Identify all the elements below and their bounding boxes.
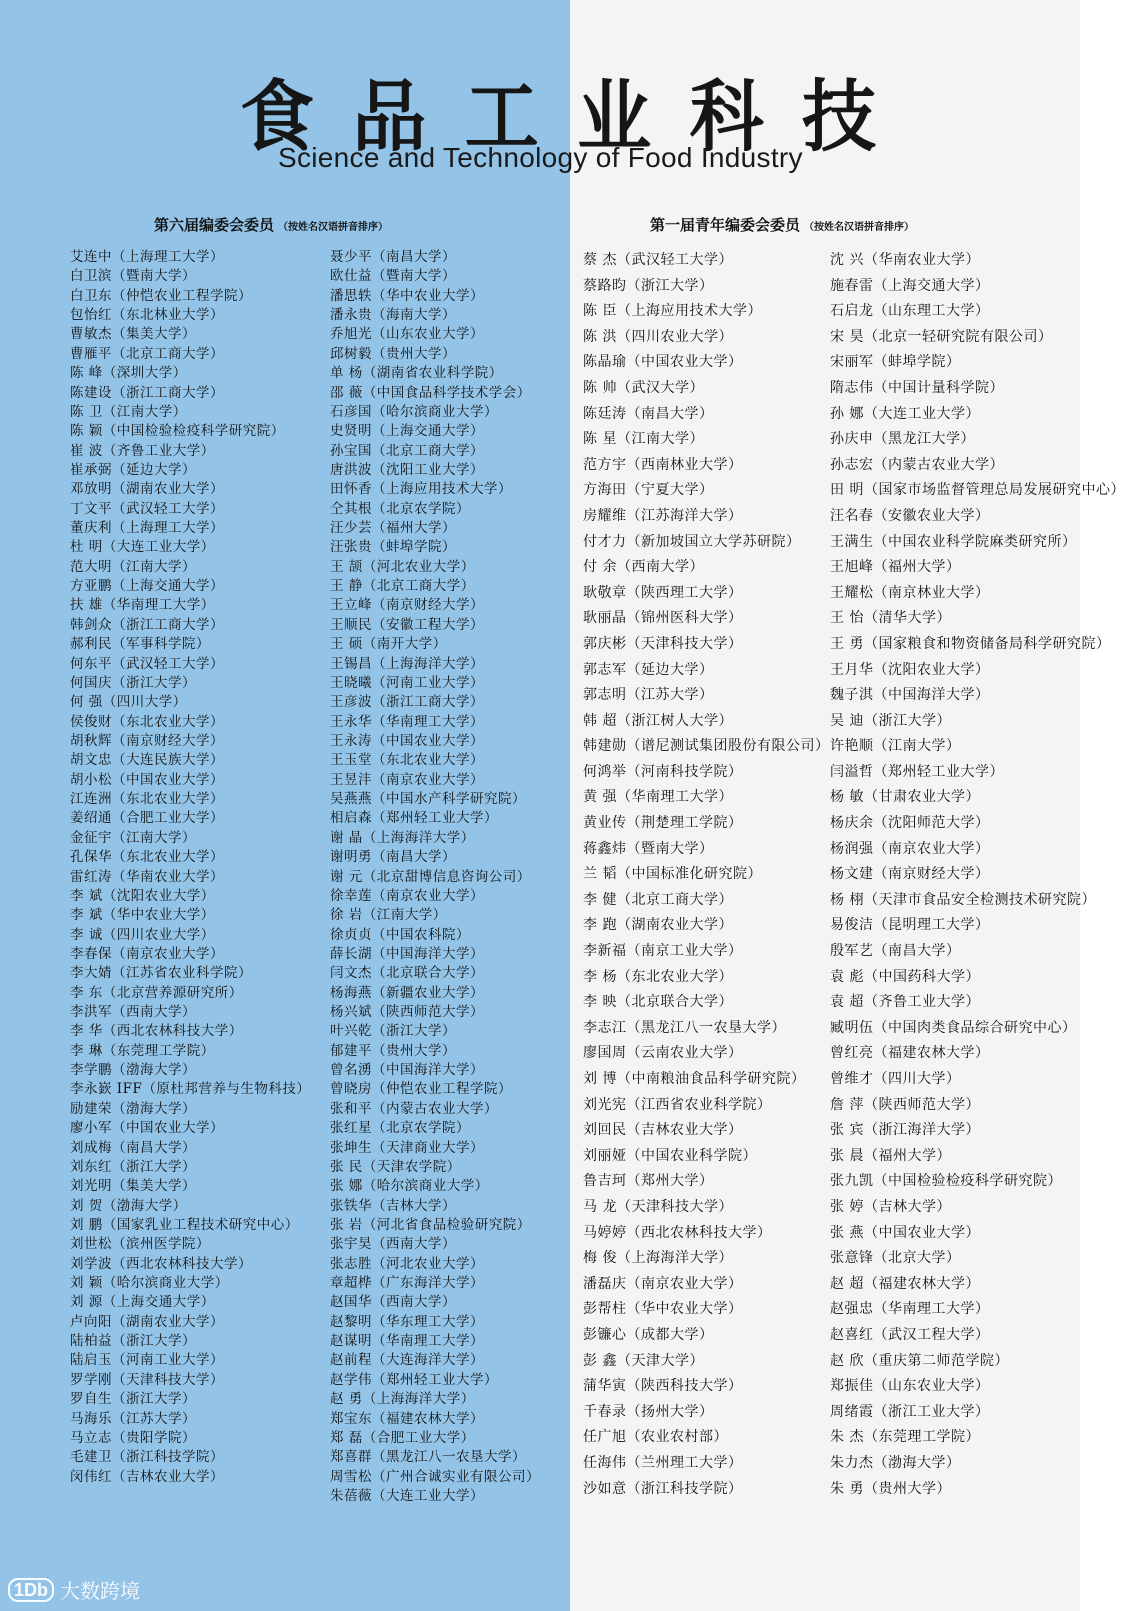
member-entry: 聂少平（南昌大学） xyxy=(330,249,456,265)
member-entry: 罗学刚（天津科技大学） xyxy=(70,1371,224,1388)
member-entry: 赵强忠（华南理工大学） xyxy=(830,1301,990,1318)
member-entry: 房耀维（江苏海洋大学） xyxy=(583,507,743,524)
member-entry: 赵 超（福建农林大学） xyxy=(830,1275,980,1292)
member-entry: 沙如意（浙江科技学院） xyxy=(583,1480,743,1497)
member-entry: 王昱沣（南京农业大学） xyxy=(330,771,484,788)
member-entry: 张坤生（天津商业大学） xyxy=(330,1139,484,1156)
member-entry: 欧仕益（暨南大学） xyxy=(330,268,456,285)
member-entry: 赵黎明（华东理工大学） xyxy=(330,1313,484,1330)
member-entry: 许艳顺（江南大学） xyxy=(830,738,961,755)
member-entry: 郭志军（延边大学） xyxy=(583,661,714,678)
member-entry: 刘成梅（南昌大学） xyxy=(70,1139,196,1156)
member-entry: 薛长湖（中国海洋大学） xyxy=(330,945,484,962)
member-entry: 王 勇（国家粮食和物资储备局科学研究院） xyxy=(830,635,1111,652)
member-entry: 张 婷（吉林大学） xyxy=(830,1198,951,1215)
member-entry: 彭帮柱（华中农业大学） xyxy=(583,1301,743,1318)
member-entry: 刘回民（吉林农业大学） xyxy=(583,1122,743,1139)
member-entry: 丁文平（武汉轻工大学） xyxy=(70,500,224,517)
member-entry: 王 颉（河北农业大学） xyxy=(330,558,475,575)
member-entry: 胡小松（中国农业大学） xyxy=(70,771,224,788)
member-entry: 徐贞贞（中国农科院） xyxy=(330,926,470,943)
member-entry: 李春保（南京农业大学） xyxy=(70,945,224,962)
member-entry: 陆柏益（浙江大学） xyxy=(70,1333,196,1350)
member-entry: 陈 臣（上海应用技术大学） xyxy=(583,303,762,320)
member-entry: 郝利民（军事科学院） xyxy=(70,636,210,653)
member-entry: 廖小军（中国农业大学） xyxy=(70,1120,224,1137)
member-entry: 单 杨（湖南省农业科学院） xyxy=(330,365,503,382)
member-entry: 郭志明（江苏大学） xyxy=(583,687,714,704)
member-entry: 梅 俊（上海海洋大学） xyxy=(583,1250,733,1267)
member-entry: 郑喜群（黑龙江八一农垦大学） xyxy=(330,1449,526,1466)
title-char: 工 xyxy=(464,72,543,163)
member-entry: 何鸿举（河南科技学院） xyxy=(583,763,743,780)
member-entry: 章超桦（广东海洋大学） xyxy=(330,1275,484,1292)
watermark-text: 大数跨境 xyxy=(60,1579,141,1603)
member-entry: 朱 勇（贵州大学） xyxy=(830,1480,951,1497)
member-entry: 刘东红（浙江大学） xyxy=(70,1158,196,1175)
member-entry: 杜 明（大连工业大学） xyxy=(70,539,215,556)
member-entry: 陈 颖（中国检验检疫科学研究院） xyxy=(70,423,285,440)
member-entry: 石彦国（哈尔滨商业大学） xyxy=(330,403,498,420)
member-entry: 罗自生（浙江大学） xyxy=(70,1391,196,1408)
member-entry: 蔡路昀（浙江大学） xyxy=(583,277,714,294)
member-entry: 张铁华（吉林大学） xyxy=(330,1197,456,1214)
member-entry: 李志江（黑龙江八一农垦大学） xyxy=(583,1019,786,1036)
member-entry: 孙 娜（大连工业大学） xyxy=(830,405,980,422)
member-entry: 韩剑众（浙江工商大学） xyxy=(70,616,224,633)
member-entry: 石启龙（山东理工大学） xyxy=(830,303,990,320)
member-entry: 杨兴斌（陕西师范大学） xyxy=(330,1004,484,1021)
member-entry: 刘 博（中南粮油食品科学研究院） xyxy=(583,1071,806,1087)
member-entry: 何东平（武汉轻工大学） xyxy=(70,655,224,672)
member-entry: 马立志（贵阳学院） xyxy=(70,1429,196,1446)
member-entry: 赵 勇（上海海洋大学） xyxy=(330,1391,475,1408)
member-entry: 何国庆（浙江大学） xyxy=(70,674,196,691)
member-entry: 沈 兴（华南农业大学） xyxy=(830,252,980,268)
member-entry: 马婷婷（西北农林科技大学） xyxy=(583,1224,772,1241)
member-entry: 闵伟红（吉林农业大学） xyxy=(70,1468,224,1485)
member-entry: 袁 超（齐鲁工业大学） xyxy=(830,994,980,1011)
member-entry: 陈 星（江南大学） xyxy=(583,431,704,448)
member-entry: 韩 超（浙江树人大学） xyxy=(583,712,733,729)
member-entry: 王彦波（浙江工商大学） xyxy=(330,694,484,711)
member-entry: 王 怡（清华大学） xyxy=(830,610,951,627)
member-entry: 曾名湧（中国海洋大学） xyxy=(330,1062,484,1079)
member-entry: 王 硕（南开大学） xyxy=(330,636,447,653)
member-entry: 刘 鹏（国家乳业工程技术研究中心） xyxy=(70,1216,299,1233)
member-entry: 卢向阳（湖南农业大学） xyxy=(70,1313,224,1330)
member-entry: 王顺民（安徽工程大学） xyxy=(330,616,484,633)
member-entry: 田 明（国家市场监督管理总局发展研究中心） xyxy=(830,482,1125,499)
member-entry: 詹 萍（陕西师范大学） xyxy=(830,1096,980,1113)
member-entry: 蒲华寅（陕西科技大学） xyxy=(583,1378,743,1395)
member-entry: 仝其根（北京农学院） xyxy=(330,500,470,517)
watermark xyxy=(8,1575,140,1604)
member-entry: 张志胜（河北农业大学） xyxy=(330,1255,484,1272)
member-entry: 王满生（中国农业科学院麻类研究所） xyxy=(830,533,1077,550)
member-entry: 扶 雄（华南理工大学） xyxy=(70,597,215,614)
member-entry: 廖国周（云南农业大学） xyxy=(583,1045,743,1062)
member-entry: 崔承弼（延边大学） xyxy=(70,461,196,478)
member-entry: 毛建卫（浙江科技学院） xyxy=(70,1449,224,1466)
member-entry: 徐 岩（江南大学） xyxy=(330,907,447,924)
member-entry: 隋志伟（中国计量科学院） xyxy=(830,379,1004,396)
member-entry: 黄业传（荆楚理工学院） xyxy=(583,815,743,832)
member-entry: 付 余（西南大学） xyxy=(583,559,704,576)
member-entry: 田怀香（上海应用技术大学） xyxy=(330,481,512,498)
member-entry: 刘 贺（渤海大学） xyxy=(70,1197,187,1214)
member-entry: 郑宝东（福建农林大学） xyxy=(330,1410,484,1427)
member-entry: 吴燕燕（中国水产科学研究院） xyxy=(330,791,526,808)
member-entry: 任广旭（农业农村部） xyxy=(583,1429,728,1446)
member-entry: 陆启玉（河南工业大学） xyxy=(70,1352,224,1369)
journal-title-en: Science and Technology of Food Industry xyxy=(278,142,803,173)
member-entry: 黄 强（华南理工大学） xyxy=(583,789,733,806)
member-entry: 郑 磊（合肥工业大学） xyxy=(330,1429,475,1446)
member-entry: 汪少芸（福州大学） xyxy=(330,520,456,537)
young-editor-list-column-2 xyxy=(830,248,1125,1502)
member-entry: 汪名春（安徽农业大学） xyxy=(830,507,990,524)
member-entry: 励建荣（渤海大学） xyxy=(70,1100,196,1117)
member-entry: 董庆利（上海理工大学） xyxy=(70,520,224,537)
member-entry: 刘丽娅（中国农业科学院） xyxy=(583,1147,757,1164)
member-entry: 李洪军（西南大学） xyxy=(70,1004,196,1021)
right-section-note: （按姓名汉语拼音排序） xyxy=(804,222,915,233)
member-entry: 张红星（北京农学院） xyxy=(330,1120,470,1137)
member-entry: 王 静（北京工商大学） xyxy=(330,578,475,595)
member-entry: 刘世松（滨州医学院） xyxy=(70,1236,210,1253)
title-char: 食 xyxy=(240,72,318,163)
member-entry: 杨 栩（天津市食品安全检测技术研究院） xyxy=(830,891,1096,908)
member-entry: 唐洪波（沈阳工业大学） xyxy=(330,461,484,478)
member-entry: 潘思轶（华中农业大学） xyxy=(330,287,484,304)
member-entry: 邓放明（湖南农业大学） xyxy=(70,481,224,498)
member-entry: 叶兴乾（浙江大学） xyxy=(330,1023,456,1040)
member-entry: 马海乐（江苏大学） xyxy=(70,1410,196,1427)
member-entry: 汪张贵（蚌埠学院） xyxy=(330,539,456,556)
member-entry: 杨润强（南京农业大学） xyxy=(830,840,990,857)
member-entry: 朱 杰（东莞理工学院） xyxy=(830,1429,980,1446)
member-entry: 谢 元（北京甜博信息咨询公司） xyxy=(330,868,531,885)
title-char: 品 xyxy=(352,72,431,163)
member-entry: 耿丽晶（锦州医科大学） xyxy=(583,610,743,627)
member-entry: 殷军艺（南昌大学） xyxy=(830,943,961,960)
member-entry: 潘磊庆（南京农业大学） xyxy=(583,1275,743,1292)
title-char: 科 xyxy=(689,72,768,163)
member-entry: 蒋鑫炜（暨南大学） xyxy=(583,840,714,857)
member-entry: 朱力杰（渤海大学） xyxy=(830,1454,961,1471)
member-entry: 包怡红（东北林业大学） xyxy=(70,307,224,324)
member-entry: 张 晨（福州大学） xyxy=(830,1147,951,1164)
member-entry: 方海田（宁夏大学） xyxy=(583,482,714,499)
member-entry: 宋丽军（蚌埠学院） xyxy=(830,354,961,371)
editor-list-column-2 xyxy=(330,248,540,1506)
member-entry: 赵 欣（重庆第二师范学院） xyxy=(830,1352,1009,1369)
member-entry: 韩建勋（谱尼测试集团股份有限公司） xyxy=(583,738,830,755)
member-entry: 李 斌（沈阳农业大学） xyxy=(70,887,215,904)
left-section-title xyxy=(154,214,388,235)
member-entry: 孔保华（东北农业大学） xyxy=(70,849,224,866)
member-entry: 张 民（天津农学院） xyxy=(330,1158,461,1175)
member-entry: 胡秋辉（南京财经大学） xyxy=(70,732,224,749)
member-entry: 王锡昌（上海海洋大学） xyxy=(330,655,484,672)
member-entry: 王立峰（南京财经大学） xyxy=(330,597,484,614)
member-entry: 王月华（沈阳农业大学） xyxy=(830,661,990,678)
member-entry: 陈 卫（江南大学） xyxy=(70,403,187,420)
member-entry: 闫溢哲（郑州轻工业大学） xyxy=(830,763,1004,780)
member-entry: 范方宇（西南林业大学） xyxy=(583,456,743,473)
member-entry: 赵学伟（郑州轻工业大学） xyxy=(330,1371,498,1388)
member-entry: 李 华（西北农林科技大学） xyxy=(70,1023,243,1040)
member-entry: 杨海燕（新疆农业大学） xyxy=(330,984,484,1001)
member-entry: 宋 昊（北京一轻研究院有限公司） xyxy=(830,328,1053,345)
member-entry: 刘光宪（江西省农业科学院） xyxy=(583,1096,772,1113)
member-entry: 施春雷（上海交通大学） xyxy=(830,277,990,294)
member-entry: 李 东（北京营养源研究所） xyxy=(70,984,243,1001)
member-entry: 王永涛（中国农业大学） xyxy=(330,732,484,749)
member-entry: 兰 韬（中国标准化研究院） xyxy=(583,866,762,883)
member-entry: 李 斌（华中农业大学） xyxy=(70,907,215,924)
member-entry: 侯俊财（东北农业大学） xyxy=(70,713,224,730)
member-entry: 李 健（北京工商大学） xyxy=(583,891,733,908)
member-entry: 刘光明（集美大学） xyxy=(70,1178,196,1195)
member-entry: 彭镰心（成都大学） xyxy=(583,1326,714,1343)
member-entry: 相启森（郑州轻工业大学） xyxy=(330,810,498,827)
right-section-title xyxy=(650,214,914,235)
member-entry: 李新福（南京工业大学） xyxy=(583,943,743,960)
member-entry: 闫文杰（北京联合大学） xyxy=(330,965,484,982)
member-entry: 胡文忠（大连民族大学） xyxy=(70,752,224,769)
member-entry: 谢明勇（南昌大学） xyxy=(330,849,456,866)
member-entry: 周雪松（广州合诚实业有限公司） xyxy=(330,1468,540,1485)
member-entry: 王旭峰（福州大学） xyxy=(830,559,961,576)
member-entry: 孙宝国（北京工商大学） xyxy=(330,442,484,459)
member-entry: 徐幸莲（南京农业大学） xyxy=(330,887,484,904)
member-entry: 千春录（扬州大学） xyxy=(583,1403,714,1420)
member-entry: 耿敬章（陕西理工大学） xyxy=(583,584,743,601)
member-entry: 邵 薇（中国食品科学技术学会） xyxy=(330,384,531,401)
member-entry: 任海伟（兰州理工大学） xyxy=(583,1454,743,1471)
member-entry: 吴 迪（浙江大学） xyxy=(830,712,951,729)
member-entry: 易俊洁（昆明理工大学） xyxy=(830,917,990,934)
member-entry: 张 宾（浙江海洋大学） xyxy=(830,1122,980,1139)
member-entry: 曹敏杰（集美大学） xyxy=(70,326,196,343)
member-entry: 方亚鹏（上海交通大学） xyxy=(70,578,224,595)
member-entry: 孙志宏（内蒙古农业大学） xyxy=(830,456,1004,473)
member-entry: 陈 洪（四川农业大学） xyxy=(583,328,733,345)
right-section-title-text: 第一届青年编委会委员 xyxy=(650,216,801,234)
member-entry: 曾红亮（福建农林大学） xyxy=(830,1045,990,1062)
watermark-logo: 1Db xyxy=(8,1578,54,1602)
member-entry: 彭 鑫（天津大学） xyxy=(583,1352,704,1369)
member-entry: 艾连中（上海理工大学） xyxy=(70,249,224,265)
member-entry: 朱蓓薇（大连工业大学） xyxy=(330,1488,484,1504)
member-entry: 潘永贵（海南大学） xyxy=(330,307,456,324)
member-entry: 陈 帅（武汉大学） xyxy=(583,379,704,396)
member-entry: 杨庆余（沈阳师范大学） xyxy=(830,815,990,832)
member-entry: 周绪霞（浙江工业大学） xyxy=(830,1403,990,1420)
title-char: 技 xyxy=(801,72,880,163)
member-entry: 王永华（华南理工大学） xyxy=(330,713,484,730)
member-entry: 曾晓房（仲恺农业工程学院） xyxy=(330,1081,512,1098)
member-entry: 崔 波（齐鲁工业大学） xyxy=(70,442,215,459)
member-entry: 李 跑（湖南农业大学） xyxy=(583,917,733,934)
title-char: 业 xyxy=(577,72,656,163)
member-entry: 赵国华（西南大学） xyxy=(330,1294,456,1311)
member-entry: 王玉堂（东北农业大学） xyxy=(330,752,484,769)
member-entry: 雷红涛（华南农业大学） xyxy=(70,868,224,885)
member-entry: 王耀松（南京林业大学） xyxy=(830,584,990,601)
member-entry: 李永嶔 IFF（原杜邦营养与生物科技） xyxy=(70,1081,311,1098)
member-entry: 马 龙（天津科技大学） xyxy=(583,1198,733,1215)
member-entry: 乔旭光（山东农业大学） xyxy=(330,326,484,343)
left-section-title-text: 第六届编委会委员 xyxy=(154,216,275,234)
member-entry: 李 映（北京联合大学） xyxy=(583,994,733,1011)
member-entry: 邱树毅（贵州大学） xyxy=(330,345,456,362)
member-entry: 何 强（四川大学） xyxy=(70,694,187,711)
member-entry: 谢 晶（上海海洋大学） xyxy=(330,829,475,846)
member-entry: 李学鹏（渤海大学） xyxy=(70,1062,196,1079)
member-entry: 刘 源（上海交通大学） xyxy=(70,1294,215,1311)
member-entry: 张九凯（中国检验检疫科学研究院） xyxy=(830,1173,1062,1190)
member-entry: 李 诚（四川农业大学） xyxy=(70,926,215,943)
member-entry: 刘 颖（哈尔滨商业大学） xyxy=(70,1275,229,1292)
member-entry: 郭庆彬（天津科技大学） xyxy=(583,635,743,652)
member-entry: 张 娜（哈尔滨商业大学） xyxy=(330,1178,489,1195)
member-entry: 李 琳（东莞理工学院） xyxy=(70,1042,215,1059)
member-entry: 孙庆申（黑龙江大学） xyxy=(830,431,975,448)
left-section-note: （按姓名汉语拼音排序） xyxy=(278,222,389,233)
member-entry: 李 杨（东北农业大学） xyxy=(583,968,733,985)
member-entry: 赵前程（大连海洋大学） xyxy=(330,1352,484,1369)
member-entry: 陈廷涛（南昌大学） xyxy=(583,405,714,422)
member-entry: 陈 峰（深圳大学） xyxy=(70,365,187,382)
member-entry: 刘学波（西北农林科技大学） xyxy=(70,1255,252,1272)
member-entry: 张 燕（中国农业大学） xyxy=(830,1224,980,1241)
member-entry: 白卫滨（暨南大学） xyxy=(70,268,196,285)
member-entry: 陈晶瑜（中国农业大学） xyxy=(583,354,743,371)
member-entry: 曾维才（四川大学） xyxy=(830,1071,961,1087)
member-entry: 赵喜红（武汉工程大学） xyxy=(830,1326,990,1343)
member-entry: 郁建平（贵州大学） xyxy=(330,1042,456,1059)
member-entry: 陈建设（浙江工商大学） xyxy=(70,384,224,401)
member-entry: 白卫东（仲恺农业工程学院） xyxy=(70,287,252,304)
member-entry: 范大明（江南大学） xyxy=(70,558,196,575)
member-entry: 魏子淇（中国海洋大学） xyxy=(830,687,990,704)
member-entry: 李大婧（江苏省农业科学院） xyxy=(70,965,252,982)
member-entry: 杨 敏（甘肃农业大学） xyxy=(830,789,980,806)
member-entry: 杨文建（南京财经大学） xyxy=(830,866,990,883)
member-entry: 曹雁平（北京工商大学） xyxy=(70,345,224,362)
member-entry: 张 岩（河北省食品检验研究院） xyxy=(330,1216,531,1233)
member-entry: 付才力（新加坡国立大学苏研院） xyxy=(583,533,801,550)
member-entry: 臧明伍（中国肉类食品综合研究中心） xyxy=(830,1019,1077,1036)
member-entry: 蔡 杰（武汉轻工大学） xyxy=(583,252,733,268)
young-editor-list-column-1 xyxy=(583,248,830,1502)
member-entry: 江连洲（东北农业大学） xyxy=(70,791,224,808)
member-entry: 金征宇（江南大学） xyxy=(70,829,196,846)
member-entry: 张和平（内蒙古农业大学） xyxy=(330,1100,498,1117)
member-entry: 鲁吉珂（郑州大学） xyxy=(583,1173,714,1190)
member-entry: 张意锋（北京大学） xyxy=(830,1250,961,1267)
member-entry: 姜绍通（合肥工业大学） xyxy=(70,810,224,827)
member-entry: 张宇昊（西南大学） xyxy=(330,1236,456,1253)
member-entry: 郑振佳（山东农业大学） xyxy=(830,1378,990,1395)
member-entry: 赵谋明（华南理工大学） xyxy=(330,1333,484,1350)
member-entry: 史贤明（上海交通大学） xyxy=(330,423,484,440)
editor-list-column-1 xyxy=(70,248,310,1487)
member-entry: 王晓曦（河南工业大学） xyxy=(330,674,484,691)
member-entry: 袁 彪（中国药科大学） xyxy=(830,968,980,985)
